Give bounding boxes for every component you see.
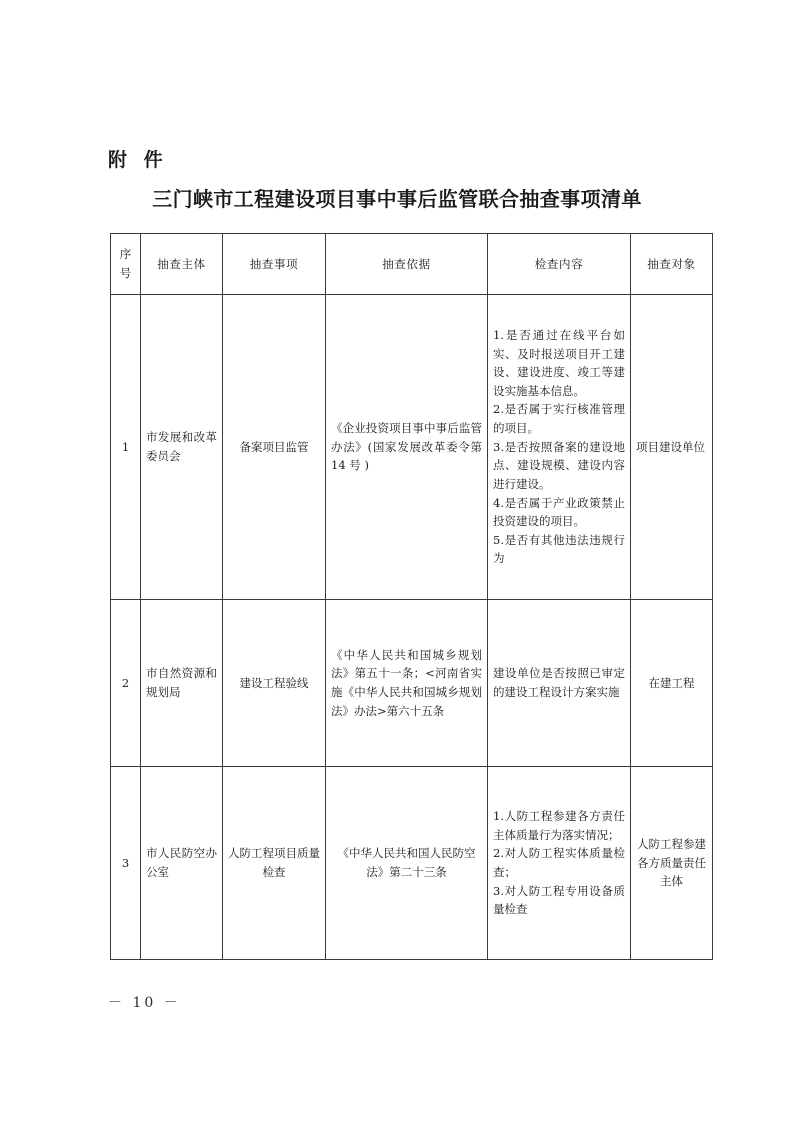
content-line: 1.是否通过在线平台如实、及时报送项目开工建设、建设进度、竣工等建设实施基本信息。 bbox=[493, 327, 625, 398]
content-line: 3.是否按照备案的建设地点、建设规模、建设内容进行建设。 bbox=[493, 439, 625, 491]
cell-sequence: 3 bbox=[111, 767, 141, 960]
column-header-content: 检查内容 bbox=[488, 234, 631, 295]
column-header-sequence-line1: 序 bbox=[119, 247, 132, 262]
content-line: 建设单位是否按照已审定的建设工程设计方案实施 bbox=[493, 666, 625, 699]
cell-basis: 《中华人民共和国人民防空法》第二十三条 bbox=[326, 767, 488, 960]
cell-subject: 市自然资源和规划局 bbox=[141, 600, 223, 767]
cell-item: 人防工程项目质量检查 bbox=[223, 767, 326, 960]
cell-content bbox=[488, 767, 631, 960]
content-line: 2.是否属于实行核准管理的项目。 bbox=[493, 402, 625, 436]
inspection-items-table bbox=[110, 233, 713, 960]
content-line: 5.是否有其他违法违规行为 bbox=[493, 532, 625, 566]
cell-sequence: 1 bbox=[111, 295, 141, 600]
table-row bbox=[111, 295, 713, 600]
table-row bbox=[111, 600, 713, 767]
content-line: 2.对人防工程实体质量检查； bbox=[493, 846, 625, 879]
page-number-footer: － 10 － bbox=[108, 995, 181, 1011]
column-header-sequence-line2: 号 bbox=[119, 266, 132, 280]
table-header bbox=[111, 234, 713, 295]
cell-subject: 市人民防空办公室 bbox=[141, 767, 223, 960]
content-line: 3.对人防工程专用设备质量检查 bbox=[493, 883, 625, 917]
cell-item: 备案项目监管 bbox=[223, 295, 326, 600]
content-line: 4.是否属于产业政策禁止投资建设的项目。 bbox=[493, 495, 625, 529]
cell-object: 在建工程 bbox=[631, 600, 713, 767]
column-header-sequence bbox=[111, 234, 141, 295]
page-title: 三门峡市工程建设项目事中事后监管联合抽查事项清单 bbox=[152, 187, 642, 211]
table-row bbox=[111, 767, 713, 960]
cell-content bbox=[488, 600, 631, 767]
inspection-items-table-wrapper bbox=[110, 233, 712, 960]
cell-sequence: 2 bbox=[111, 600, 141, 767]
cell-basis: 《中华人民共和国城乡规划法》第五十一条；<河南省实施《中华人民共和国城乡规划法》办法>第六十五条 bbox=[326, 600, 488, 767]
table-header-row bbox=[111, 234, 713, 295]
column-header-object: 抽查对象 bbox=[631, 234, 713, 295]
cell-subject: 市发展和改革委员会 bbox=[141, 295, 223, 600]
content-line: 1.人防工程参建各方责任主体质量行为落实情况； bbox=[493, 809, 625, 842]
column-header-subject: 抽查主体 bbox=[141, 234, 223, 295]
cell-content bbox=[488, 295, 631, 600]
column-header-item: 抽查事项 bbox=[223, 234, 326, 295]
cell-basis: 《企业投资项目事中事后监管办法》(国家发展改革委令第 14 号 ) bbox=[326, 295, 488, 600]
cell-object: 人防工程参建各方质量责任主体 bbox=[631, 767, 713, 960]
cell-item: 建设工程验线 bbox=[223, 600, 326, 767]
cell-object: 项目建设单位 bbox=[631, 295, 713, 600]
column-header-basis: 抽查依据 bbox=[326, 234, 488, 295]
table-body bbox=[111, 295, 713, 960]
attachment-label: 附 件 bbox=[108, 149, 168, 171]
